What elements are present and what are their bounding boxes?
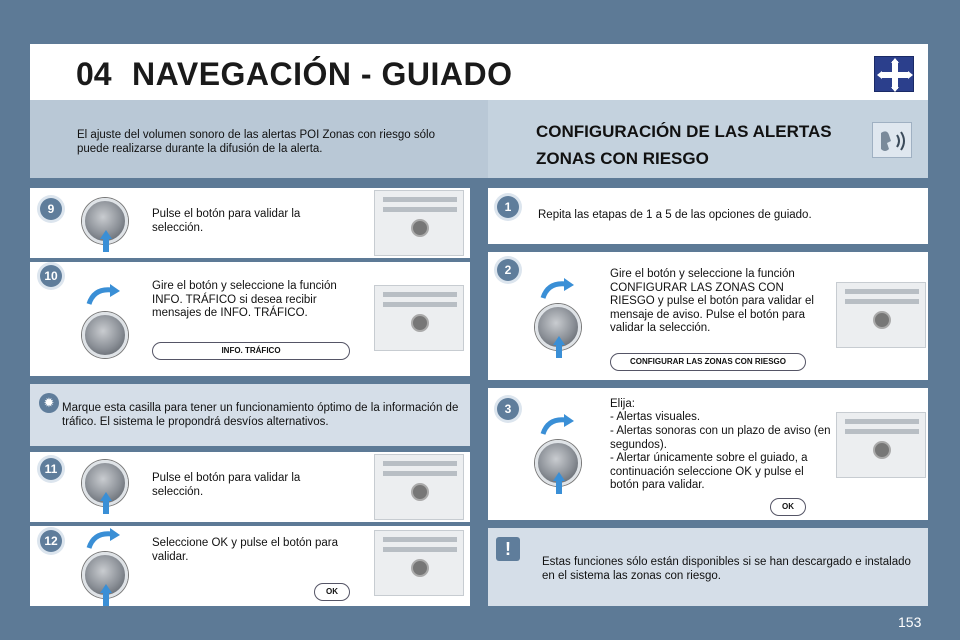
page-title: NAVEGACIÓN - GUIADO (132, 56, 513, 92)
console-panel-icon (374, 190, 464, 256)
console-panel-icon (374, 530, 464, 596)
rotate-arrow-icon (540, 278, 574, 300)
step-intro: Elija: (610, 398, 635, 410)
press-arrow-icon (101, 584, 111, 606)
step-text: Repita las etapas de 1 a 5 de las opciones de guiado. (538, 209, 812, 221)
menu-label: CONFIGURAR LAS ZONAS CON RIESGO (610, 353, 806, 371)
page-number: 153 (898, 614, 922, 630)
console-panel-icon (836, 282, 926, 348)
step-badge: 3 (497, 398, 519, 420)
chapter-number: 04 (76, 56, 112, 92)
step-badge: 9 (40, 198, 62, 220)
warning-text: Estas funciones sólo están disponibles si se han descargado e instalado en el sistema las zonas con riesgo. (542, 556, 911, 582)
option-item: - Alertar únicamente sobre el guiado, a continuación seleccione OK y pulse el botón para validar. (610, 452, 808, 491)
press-arrow-icon (554, 336, 564, 358)
press-arrow-icon (101, 492, 111, 514)
section-title: CONFIGURACIÓN DE LAS ALERTAS ZONAS CON RIESGO (536, 122, 832, 168)
press-arrow-icon (554, 472, 564, 494)
option-item: - Alertas sonoras con un plazo de aviso (en segundos). (610, 425, 831, 451)
press-arrow-icon (101, 230, 111, 252)
step-badge: 12 (40, 530, 62, 552)
step-text: Gire el botón y seleccione la función CONFIGURAR LAS ZONAS CON RIESGO y pulse el botón para validar el mensaje de aviso. Pulse el botón para validar la selección. (610, 268, 814, 334)
step-badge: 10 (40, 265, 62, 287)
intro-note: El ajuste del volumen sonoro de las alertas POI Zonas con riesgo sólo puede realizarse durante la difusión de la alerta. (77, 129, 435, 155)
voice-alert-icon (872, 122, 912, 158)
menu-label: INFO. TRÁFICO (152, 342, 350, 360)
rotate-arrow-icon (86, 284, 120, 306)
rotary-knob-icon (82, 312, 128, 358)
rotate-arrow-icon (86, 528, 120, 550)
option-item: - Alertas visuales. (610, 411, 701, 423)
warning-icon: ! (496, 537, 520, 561)
console-panel-icon (374, 285, 464, 351)
step-text: Pulse el botón para validar la selección. (152, 472, 301, 498)
step-text: Gire el botón y seleccione la función INFO. TRÁFICO si desea recibir mensajes de INFO. TRÁFICO. (152, 280, 337, 319)
step-badge: 2 (497, 259, 519, 281)
navigation-icon (874, 56, 914, 92)
step-badge: 1 (497, 196, 519, 218)
rotate-arrow-icon (540, 414, 574, 436)
console-panel-icon (836, 412, 926, 478)
step-badge: 11 (40, 458, 62, 480)
tip-icon: ✹ (39, 393, 59, 413)
tip-text: Marque esta casilla para tener un funcionamiento óptimo de la información de tráfico. El sistema le propondrá desvíos alternativos. (62, 402, 459, 428)
menu-label: OK (314, 583, 350, 601)
console-panel-icon (374, 454, 464, 520)
step-text: Seleccione OK y pulse el botón para validar. (152, 537, 339, 563)
step-text: Pulse el botón para validar la selección. (152, 208, 301, 234)
menu-label: OK (770, 498, 806, 516)
